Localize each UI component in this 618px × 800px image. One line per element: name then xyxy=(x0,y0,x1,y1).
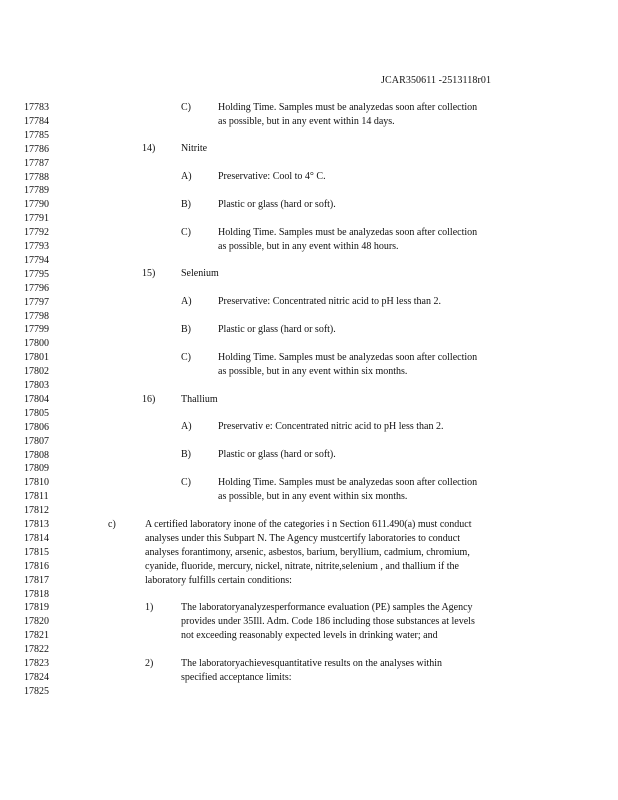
line-number: 17794 xyxy=(24,254,49,266)
line-number: 17783 xyxy=(24,102,49,113)
line-number: 17824 xyxy=(24,671,49,683)
item-text: as possible, but in any event within 48 hours. xyxy=(218,241,399,252)
item-text: as possible, but in any event within 14 days. xyxy=(218,116,395,127)
line-number: 17821 xyxy=(24,630,49,642)
item-text: Preservative: Concentrated nitric acid to pH less than 2. xyxy=(218,296,441,307)
line-number: 17796 xyxy=(24,282,49,294)
sub-item-label: 1) xyxy=(145,602,154,613)
line-number: 17798 xyxy=(24,310,49,322)
line-number: 17792 xyxy=(24,227,49,239)
item-label: C) xyxy=(181,477,191,488)
line-number: 17814 xyxy=(24,532,49,544)
line-number: 17822 xyxy=(24,644,49,656)
line-number: 17805 xyxy=(24,407,49,419)
item-text: Holding Time. Samples must be analyzedas soon after collection xyxy=(218,102,478,113)
line-number: 17815 xyxy=(24,546,49,558)
sub-item-label: 2) xyxy=(145,658,154,669)
line-number: 17791 xyxy=(24,213,49,225)
line-number: 17789 xyxy=(24,185,49,197)
line-number: 17807 xyxy=(24,435,49,447)
line-number: 17809 xyxy=(24,463,49,475)
item-heading: Selenium xyxy=(181,268,219,279)
sub-item-text: not exceeding reasonably expected levels in drinking water; and xyxy=(181,630,438,641)
line-number: 17812 xyxy=(24,505,49,517)
item-text: Plastic or glass (hard or soft). xyxy=(218,449,336,460)
item-text: Holding Time. Samples must be analyzedas soon after collection xyxy=(218,352,478,363)
item-text: Preservative: Cool to 4° C. xyxy=(218,171,326,182)
line-number: 17788 xyxy=(24,171,49,183)
document-id: JCAR350611 -2513118r01 xyxy=(381,75,492,86)
line-number: 17825 xyxy=(24,685,49,697)
line-number: 17797 xyxy=(24,296,49,308)
item-label: 15) xyxy=(142,268,156,279)
line-number: 17806 xyxy=(24,421,49,433)
line-number: 17801 xyxy=(24,352,49,364)
line-number: 17799 xyxy=(24,324,49,336)
sub-item-text: provides under 35Ill. Adm. Code 186 including those substances at levels xyxy=(181,616,475,627)
item-label: A) xyxy=(181,421,192,432)
line-number: 17810 xyxy=(24,477,49,489)
line-number: 17802 xyxy=(24,366,49,378)
item-text: as possible, but in any event within six months. xyxy=(218,491,408,502)
item-label: C) xyxy=(181,102,191,113)
item-heading: Nitrite xyxy=(181,143,208,154)
line-number: 17790 xyxy=(24,199,49,211)
item-label: 16) xyxy=(142,394,156,405)
item-label: B) xyxy=(181,199,191,210)
section-text: analyses under this Subpart N. The Agency mustcertify laboratories to conduct xyxy=(145,533,461,544)
line-number: 17804 xyxy=(24,393,49,405)
section-text: laboratory fulfills certain conditions: xyxy=(145,575,292,586)
line-number: 17817 xyxy=(24,574,49,586)
line-number: 17808 xyxy=(24,449,49,461)
line-number: 17820 xyxy=(24,616,49,628)
line-number: 17787 xyxy=(24,157,49,169)
item-text: as possible, but in any event within six months. xyxy=(218,366,408,377)
item-label: C) xyxy=(181,227,191,238)
line-number: 17818 xyxy=(24,588,49,600)
line-number: 17816 xyxy=(24,560,49,572)
item-heading: Thallium xyxy=(181,394,218,405)
item-text: Holding Time. Samples must be analyzedas soon after collection xyxy=(218,227,478,238)
sub-item-text: The laboratoryachievesquantitative results on the analyses within xyxy=(181,658,443,669)
line-number: 17823 xyxy=(24,658,49,669)
item-label: 14) xyxy=(142,143,156,154)
section-text: cyanide, fluoride, mercury, nickel, nitrate, nitrite,selenium , and thallium if the xyxy=(145,561,459,572)
item-text: Preservativ e: Concentrated nitric acid to pH less than 2. xyxy=(218,421,444,432)
item-label: B) xyxy=(181,324,191,335)
line-number: 17784 xyxy=(24,115,49,127)
line-number: 17813 xyxy=(24,519,49,530)
line-number: 17800 xyxy=(24,338,49,350)
line-number: 17811 xyxy=(24,491,49,503)
item-text: Plastic or glass (hard or soft). xyxy=(218,199,336,210)
item-label: C) xyxy=(181,352,191,363)
line-number: 17793 xyxy=(24,241,49,252)
line-number: 17785 xyxy=(24,129,49,141)
item-label: A) xyxy=(181,296,192,307)
sub-item-text: The laboratoryanalyzesperformance evaluation (PE) samples the Agency xyxy=(181,602,473,613)
line-number: 17786 xyxy=(24,143,49,155)
section-label: c) xyxy=(108,519,116,530)
line-number: 17795 xyxy=(24,268,49,280)
item-text: Holding Time. Samples must be analyzedas soon after collection xyxy=(218,477,478,488)
item-label: A) xyxy=(181,171,192,182)
line-number: 17803 xyxy=(24,380,49,391)
item-text: Plastic or glass (hard or soft). xyxy=(218,324,336,335)
item-label: B) xyxy=(181,449,191,460)
sub-item-text: specified acceptance limits: xyxy=(181,672,292,683)
section-text: analyses forantimony, arsenic, asbestos, barium, beryllium, cadmium, chromium, xyxy=(145,547,470,558)
line-number: 17819 xyxy=(24,602,49,614)
section-text: A certified laboratory inone of the categories i n Section 611.490(a) must conduct xyxy=(145,519,472,530)
